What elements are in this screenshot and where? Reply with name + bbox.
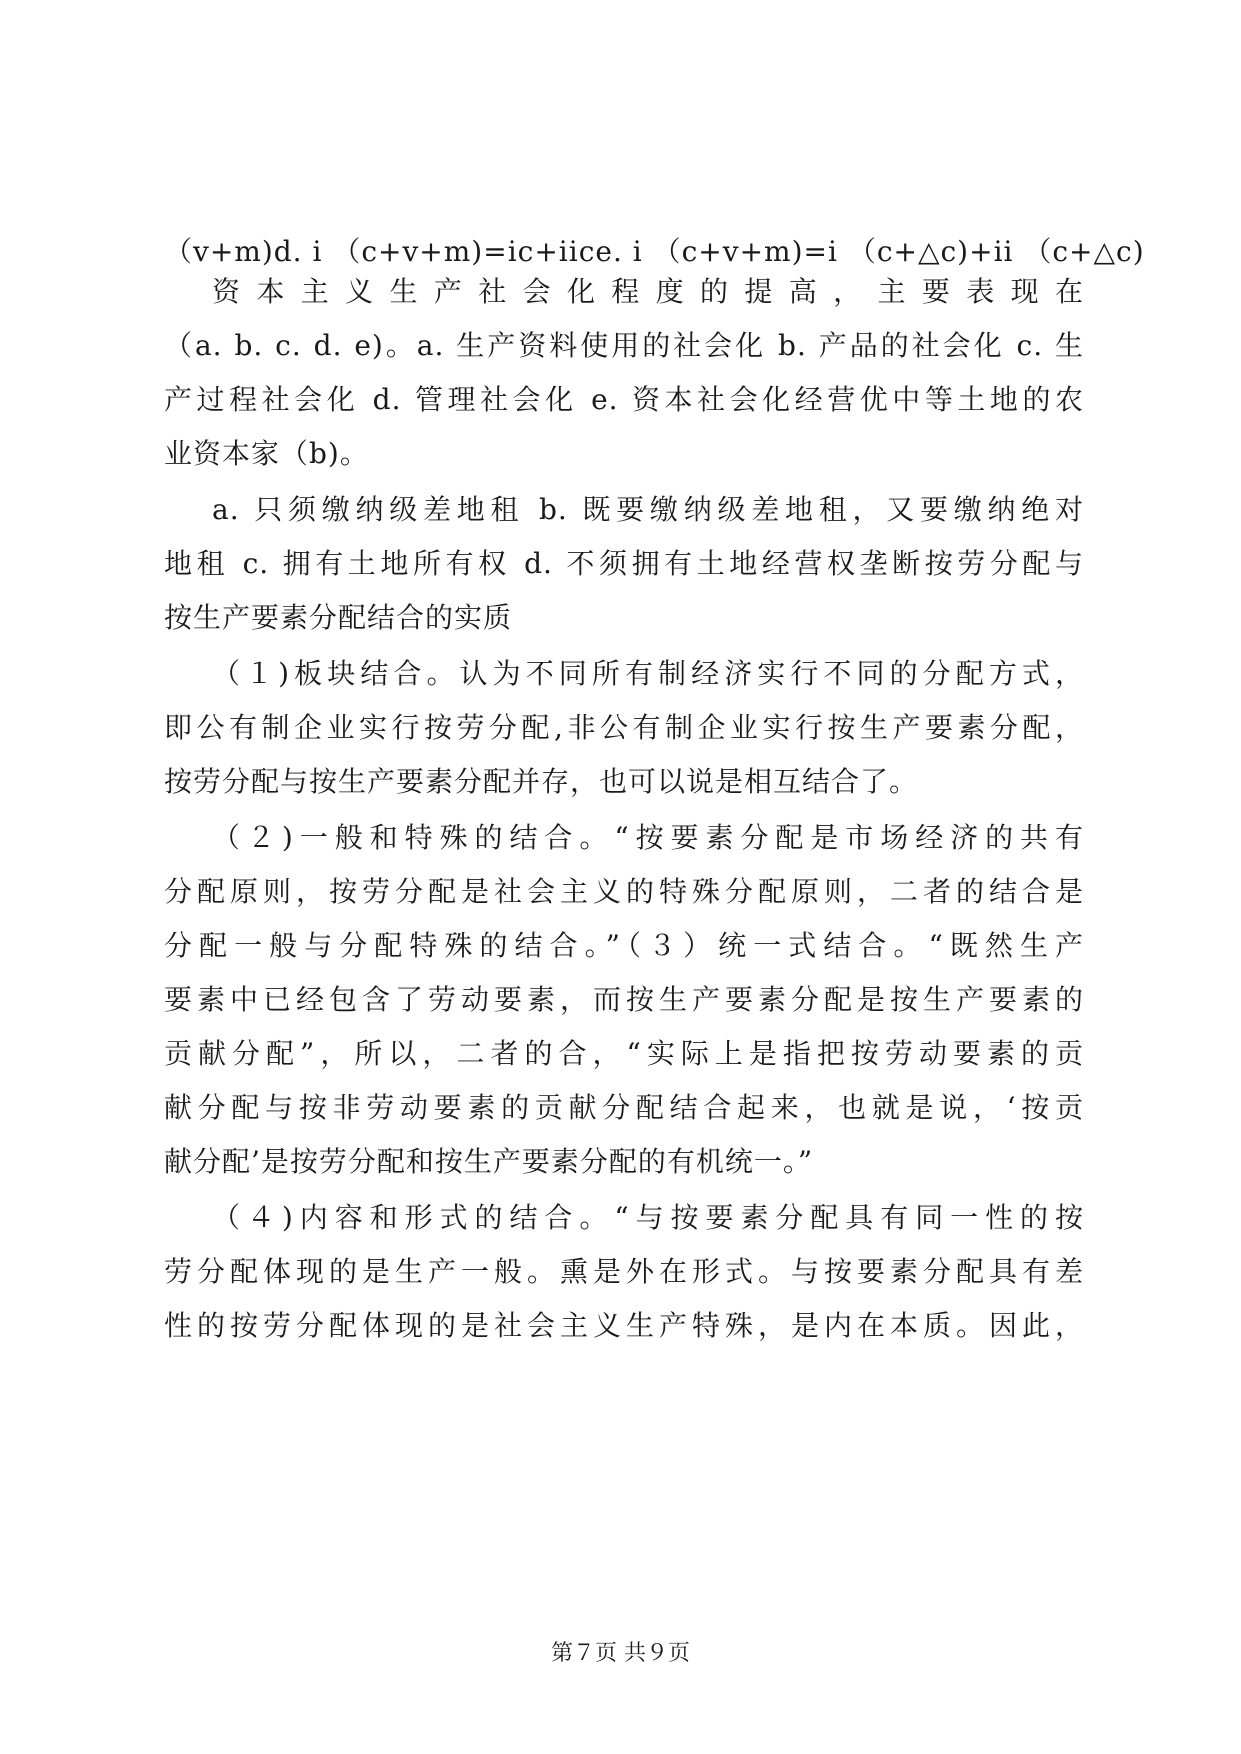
text-line: 要素中已经包含了劳动要素，而按生产要素分配是按生产要素的	[164, 983, 1084, 1016]
text-line: a. 只须缴纳级差地租 b. 既要缴纳级差地租，又要缴纳绝对	[212, 493, 1084, 526]
page-number-footer: 第７页 共９页	[551, 1641, 690, 1666]
text-line: 分配原则，按劳分配是社会主义的特殊分配原则，二者的结合是	[164, 875, 1084, 908]
text-line: （１)板块结合。认为不同所有制经济实行不同的分配方式，	[212, 657, 1084, 690]
text-line: 劳分配体现的是生产一般。熏是外在形式。与按要素分配具有差	[164, 1255, 1084, 1288]
text-line: （２)一般和特殊的结合。“按要素分配是市场经济的共有	[212, 821, 1084, 854]
text-line: 分配一般与分配特殊的结合。”（３）统一式结合。“既然生产	[164, 929, 1084, 962]
text-line: 按劳分配与按生产要素分配并存，也可以说是相互结合了。	[164, 765, 919, 798]
text-line: 献分配’是按劳分配和按生产要素分配的有机统一。”	[164, 1145, 814, 1178]
text-line: 产过程社会化 d. 管理社会化 e. 资本社会化经营优中等土地的农	[164, 383, 1084, 416]
text-line: 即公有制企业实行按劳分配,非公有制企业实行按生产要素分配，	[164, 711, 1084, 744]
text-line: 资 本 主 义 生 产 社 会 化 程 度 的 提 高 ， 主 要 表 现 在	[212, 275, 1084, 308]
text-line: （４)内容和形式的结合。“与按要素分配具有同一性的按	[212, 1201, 1084, 1234]
text-line: （a. b. c. d. e)。a. 生产资料使用的社会化 b. 产品的社会化 c. 生	[164, 329, 1084, 362]
text-line: 地租 c. 拥有土地所有权 d. 不须拥有土地经营权垄断按劳分配与	[164, 547, 1084, 580]
text-line: 献分配与按非劳动要素的贡献分配结合起来，也就是说，‘按贡	[164, 1091, 1084, 1124]
text-line: 性的按劳分配体现的是社会主义生产特殊，是内在本质。因此，	[164, 1309, 1084, 1342]
text-line-formula: （v+m)d. i （c+v+m)=ic+iice. i （c+v+m)=i （c+△c)+ii （c+△c)	[164, 235, 1145, 268]
text-line: 按生产要素分配结合的实质	[164, 601, 513, 634]
text-line: 贡献分配”，所以，二者的合，“实际上是指把按劳动要素的贡	[164, 1037, 1084, 1070]
text-line: 业资本家（b)。	[164, 437, 369, 470]
